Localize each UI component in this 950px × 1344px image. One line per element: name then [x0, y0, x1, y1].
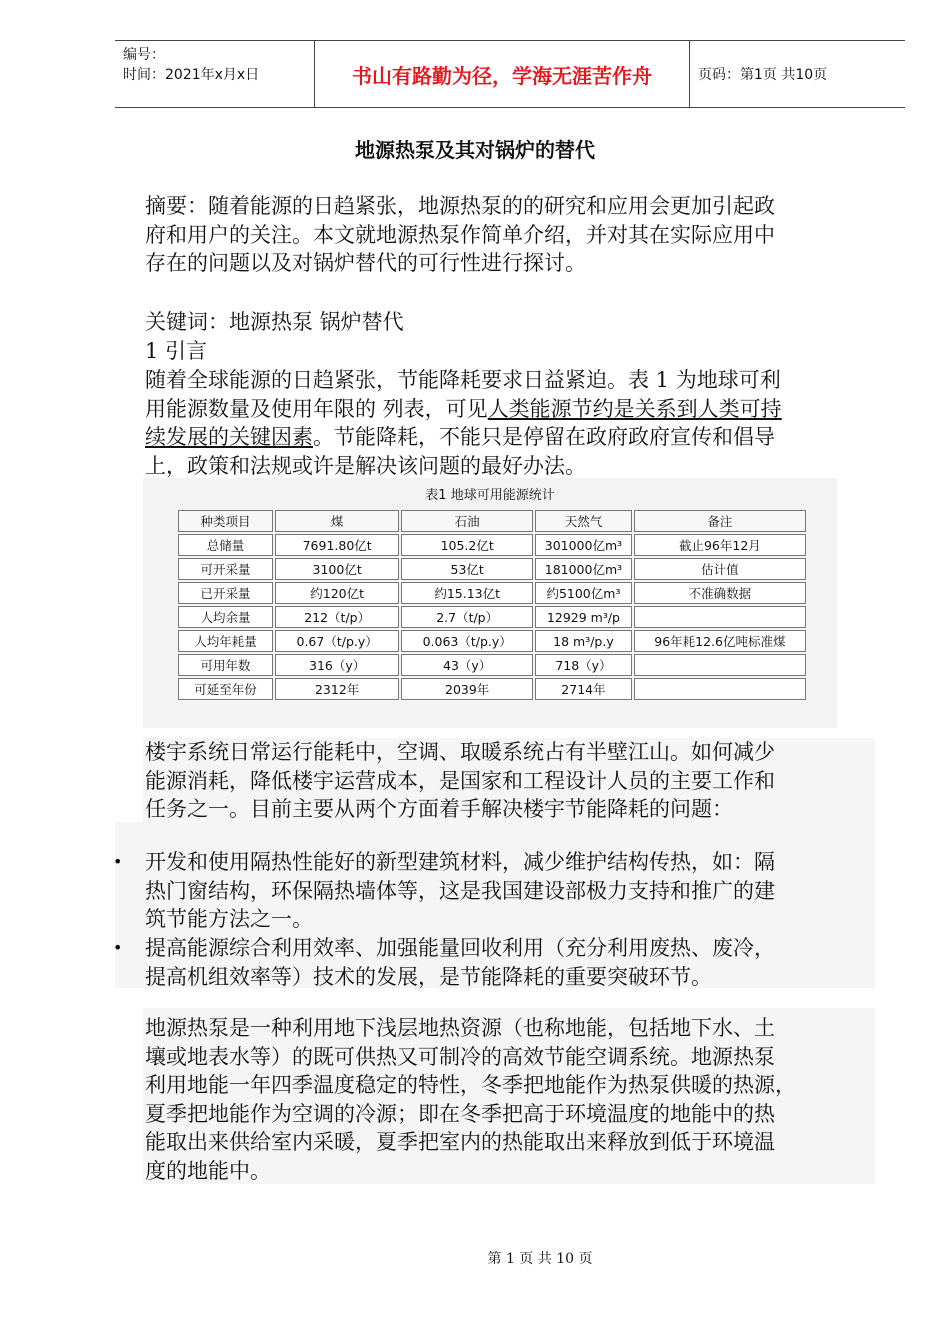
- bullet-line: 筑节能方法之一。: [145, 907, 313, 931]
- table-cell: 3100亿t: [275, 558, 399, 580]
- table-cell: [634, 654, 806, 676]
- table-cell: 不准确数据: [634, 582, 806, 604]
- table-cell: 181000亿m³: [535, 558, 632, 580]
- paragraph-line: 任务之一。目前主要从两个方面着手解决楼宇节能降耗的问题：: [145, 797, 733, 821]
- table-cell: 212（t/p）: [275, 606, 399, 628]
- abstract-line: 摘要：随着能源的日趋紧张，地源热泵的的研究和应用会更加引起政: [145, 194, 775, 218]
- paragraph-line: 楼宇系统日常运行能耗中，空调、取暖系统占有半壁江山。如何减少: [145, 740, 775, 764]
- paragraph-line: 能取出来供给室内采暖，夏季把室内的热能取出来释放到低于环境温: [145, 1130, 775, 1154]
- bullet-item: [145, 934, 875, 991]
- header-motto: 书山有路勤为径，学海无涯苦作舟: [315, 41, 690, 107]
- paragraph-ground-source-heat-pump: [145, 1014, 875, 1185]
- table-caption: 表1 地球可用能源统计: [425, 488, 555, 503]
- table-cell: 43（y）: [401, 654, 533, 676]
- table-row: [178, 606, 806, 628]
- table-cell: 估计值: [634, 558, 806, 580]
- section-heading: 1 引言: [145, 339, 208, 363]
- table-cell: 2039年: [401, 678, 533, 700]
- table-cell: 718（y）: [535, 654, 632, 676]
- paragraph-line: 度的地能中。: [145, 1158, 271, 1183]
- table-cell: 约15.13亿t: [401, 582, 533, 604]
- table-cell: 截止96年12月: [634, 534, 806, 556]
- intro-text: 。节能降耗，不能只是停留在政府政府宣传和倡导: [313, 425, 775, 449]
- paragraph-line: 地源热泵是一种利用地下浅层地热资源（也称地能，包括地下水、土: [145, 1016, 775, 1040]
- bullet-icon: •: [113, 852, 123, 871]
- bullet-item: [145, 848, 875, 934]
- code-label: 编号：: [123, 47, 165, 63]
- table-row: [178, 558, 806, 580]
- document-title: 地源热泵及其对锅炉的替代: [355, 138, 595, 162]
- abstract: [145, 192, 875, 278]
- bullet-line: 热门窗结构，环保隔热墙体等，这是我国建设部极力支持和推广的建: [145, 878, 775, 903]
- table-cell: 人均年耗量: [178, 630, 273, 652]
- column-header: 种类项目: [178, 510, 273, 532]
- intro-line: 随着全球能源的日趋紧张，节能降耗要求日益紧迫。表 1 为地球可利: [145, 368, 781, 392]
- table-cell: 约5100亿m³: [535, 582, 632, 604]
- table-row: [178, 582, 806, 604]
- time-label: 时间：2021年x月x日: [123, 67, 260, 83]
- table-cell: 0.67（t/p.y）: [275, 630, 399, 652]
- bullet-line: 提高机组效率等）技术的发展，是节能降耗的重要突破环节。: [145, 964, 712, 989]
- table-cell: 301000亿m³: [535, 534, 632, 556]
- bullet-icon: •: [113, 938, 123, 957]
- intro-line: [145, 423, 875, 452]
- table-cell: 0.063（t/p.y）: [401, 630, 533, 652]
- table-cell: 18 m³/p.y: [535, 630, 632, 652]
- header-page-label: 页码：第1页 共10页: [698, 67, 828, 83]
- intro-text: 用能源数量及使用年限的 列表，可见: [145, 396, 488, 421]
- paragraph-line: 利用地能一年四季温度稳定的特性，冬季把地能作为热泵供暖的热源，: [145, 1073, 796, 1097]
- column-header: 石油: [401, 510, 533, 532]
- intro-line: [145, 395, 875, 424]
- intro-paragraph: [145, 366, 875, 480]
- column-header: 备注: [634, 510, 806, 532]
- table-row: [178, 678, 806, 700]
- column-header: 天然气: [535, 510, 632, 532]
- document-header: [115, 40, 905, 108]
- underlined-text: 人类能源节约是关系到人类可持: [487, 396, 782, 421]
- table-cell: 2714年: [535, 678, 632, 700]
- table-cell: 53亿t: [401, 558, 533, 580]
- table-cell: 约120亿t: [275, 582, 399, 604]
- underlined-text: 续发展的关键因素: [145, 425, 313, 449]
- column-header: 煤: [275, 510, 399, 532]
- table-row: [178, 654, 806, 676]
- table-cell: [634, 678, 806, 700]
- table-row: [178, 534, 806, 556]
- table-cell: 105.2亿t: [401, 534, 533, 556]
- keywords: 关键词：地源热泵 锅炉替代: [145, 310, 404, 334]
- table-header-row: [178, 510, 806, 532]
- table-cell: 总储量: [178, 534, 273, 556]
- table-cell: 316（y）: [275, 654, 399, 676]
- table-cell: 2312年: [275, 678, 399, 700]
- table-row: [178, 630, 806, 652]
- table-cell: 已开采量: [178, 582, 273, 604]
- page-footer: 第 1 页 共 10 页: [487, 1251, 593, 1267]
- paragraph-line: 能源消耗，降低楼宇运营成本，是国家和工程设计人员的主要工作和: [145, 768, 775, 793]
- paragraph-line: 夏季把地能作为空调的冷源；即在冬季把高于环境温度的地能中的热: [145, 1101, 775, 1126]
- paragraph-building-energy: [143, 738, 875, 824]
- table-cell: 96年耗12.6亿吨标准煤: [634, 630, 806, 652]
- abstract-line: 存在的问题以及对锅炉替代的可行性进行探讨。: [145, 251, 586, 275]
- bullet-line: 提高能源综合利用效率、加强能量回收利用（充分利用废热、废冷，: [145, 936, 775, 960]
- table-cell: 7691.80亿t: [275, 534, 399, 556]
- table-cell: 人均余量: [178, 606, 273, 628]
- table-cell: 可用年数: [178, 654, 273, 676]
- bullet-line: 开发和使用隔热性能好的新型建筑材料，减少维护结构传热，如：隔: [145, 850, 775, 874]
- header-meta: [115, 41, 315, 107]
- table-cell: 可开采量: [178, 558, 273, 580]
- table-cell: 可延至年份: [178, 678, 273, 700]
- table-cell: [634, 606, 806, 628]
- table-cell: 2.7（t/p）: [401, 606, 533, 628]
- energy-table-figure: [143, 478, 837, 728]
- abstract-line: 府和用户的关注。本文就地源热泵作简单介绍，并对其在实际应用中: [145, 222, 775, 247]
- intro-line: 上，政策和法规或许是解决该问题的最好办法。: [145, 453, 586, 478]
- paragraph-line: 壤或地表水等）的既可供热又可制冷的高效节能空调系统。地源热泵: [145, 1044, 775, 1069]
- energy-table: [176, 508, 808, 702]
- table-cell: 12929 m³/p: [535, 606, 632, 628]
